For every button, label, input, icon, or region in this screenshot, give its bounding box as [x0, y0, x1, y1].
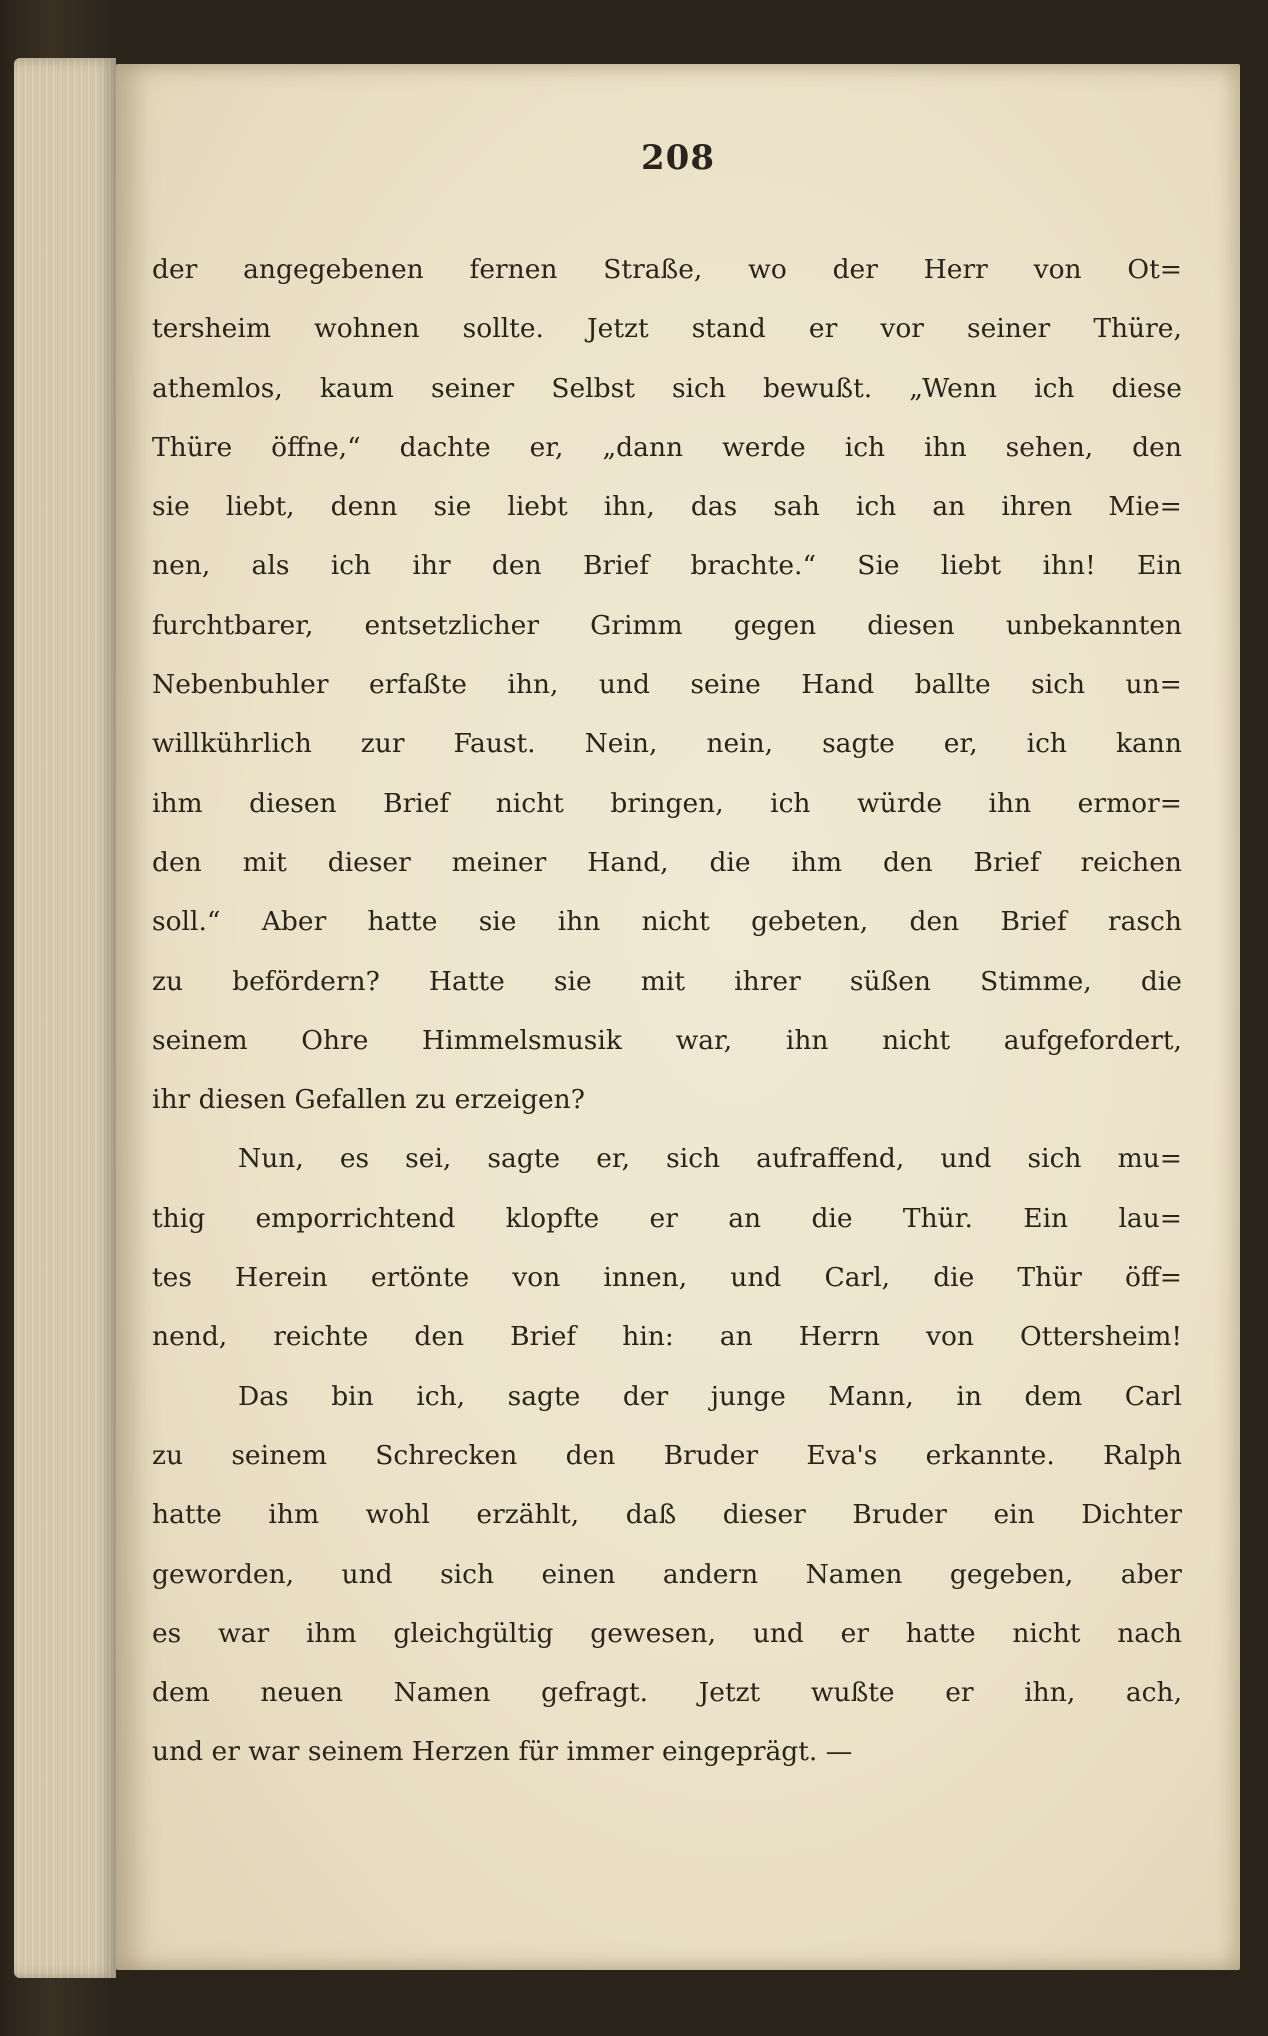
text-word: Jetzt: [698, 1677, 761, 1709]
text-word: fernen: [469, 254, 558, 285]
text-word: Brief: [1000, 906, 1067, 938]
text-word: daß: [625, 1499, 677, 1531]
text-word: erzählt,: [476, 1499, 580, 1531]
text-word: ballte: [914, 669, 991, 701]
text-word: gegeben,: [949, 1558, 1074, 1590]
text-word: nach: [1117, 1617, 1182, 1649]
text-word: seine: [690, 669, 761, 701]
text-word: ihn: [924, 431, 967, 463]
text-word: ihm: [305, 1617, 357, 1649]
text-word: Sie: [857, 550, 900, 582]
text-word: innen,: [603, 1262, 688, 1294]
text-word: den: [414, 1321, 465, 1353]
text-word: diesen: [867, 609, 955, 641]
text-word: nen,: [152, 550, 211, 582]
text-word: seiner: [967, 313, 1051, 345]
text-word: gebeten,: [751, 906, 869, 938]
text-word: reichen: [1080, 846, 1182, 878]
text-word: erfaßte: [368, 669, 467, 701]
text-word: der: [832, 254, 878, 285]
text-word: ich: [844, 431, 886, 463]
text-word: emporrichtend: [255, 1202, 456, 1234]
text-line: [152, 1307, 1182, 1366]
text-word: von: [512, 1262, 561, 1294]
text-word: er,: [943, 728, 978, 760]
text-word: ihn,: [603, 491, 655, 523]
text-line: [152, 655, 1182, 714]
text-word: öff=: [1125, 1262, 1182, 1294]
text-word: Bruder: [663, 1439, 759, 1471]
text-word: er: [840, 1617, 869, 1649]
text-word: befördern?: [232, 965, 380, 997]
text-word: in: [956, 1380, 982, 1412]
text-word: ihn: [785, 1024, 829, 1056]
text-word: dieser: [327, 846, 411, 878]
text-word: er: [808, 313, 838, 345]
text-word: die: [709, 846, 751, 878]
text-word: nein,: [706, 728, 774, 760]
text-word: Nebenbuhler: [152, 669, 329, 701]
text-word: seiner: [431, 372, 515, 404]
text-word: thig: [152, 1202, 206, 1234]
text-word: lau=: [1118, 1202, 1182, 1234]
text-line: [152, 536, 1182, 595]
text-word: ihm: [268, 1499, 320, 1531]
text-word: ich,: [416, 1380, 466, 1412]
text-line: [152, 1367, 1182, 1426]
text-word: kaum: [319, 372, 394, 404]
text-word: die: [933, 1262, 975, 1294]
text-word: sie: [152, 491, 190, 523]
text-word: sich: [666, 1143, 721, 1175]
text-word: aufraffend,: [756, 1143, 905, 1175]
text-word: sehen,: [1005, 431, 1094, 463]
text-line: [152, 1129, 1182, 1188]
text-word: die: [811, 1202, 853, 1234]
text-word: diesen: [249, 787, 337, 819]
text-word: der: [152, 254, 198, 285]
text-word: Jetzt: [587, 313, 649, 345]
text-word: Stimme,: [980, 965, 1092, 997]
text-word: willkührlich: [152, 728, 312, 760]
text-line: [152, 774, 1182, 833]
text-word: Namen: [393, 1677, 491, 1709]
text-word: hatte: [905, 1617, 976, 1649]
text-word: sie: [478, 906, 517, 938]
text-word: hatte: [367, 906, 438, 938]
text-word: wohl: [365, 1499, 430, 1531]
text-word: tes: [152, 1262, 192, 1294]
text-word: nicht: [641, 906, 710, 938]
text-word: Ot=: [1127, 254, 1182, 285]
text-word: Herein: [235, 1262, 328, 1294]
text-line: ihr diesen Gefallen zu erzeigen?: [152, 1084, 585, 1116]
text-word: den: [909, 906, 960, 938]
text-word: stand: [691, 313, 766, 345]
text-word: sagte: [487, 1143, 561, 1175]
text-word: Thür: [1017, 1262, 1082, 1294]
text-word: war: [218, 1617, 270, 1649]
text-word: Bruder: [852, 1499, 947, 1531]
text-word: mit: [640, 965, 686, 997]
text-word: gewesen,: [590, 1617, 717, 1649]
text-word: dieser: [722, 1499, 806, 1531]
text-word: Mie=: [1108, 491, 1182, 523]
text-word: Hand: [801, 669, 875, 701]
text-word: ihn,: [507, 669, 559, 701]
text-word: ihm: [791, 846, 843, 878]
text-word: liebt: [940, 550, 1002, 582]
text-word: liebt,: [225, 491, 295, 523]
text-word: Brief: [973, 846, 1040, 878]
text-word: Himmelsmusik: [422, 1024, 622, 1056]
text-word: aufgefordert,: [1003, 1024, 1182, 1056]
text-word: von: [1033, 254, 1082, 285]
text-word: er,: [596, 1143, 631, 1175]
text-line: [152, 1604, 1182, 1663]
text-word: den: [491, 550, 542, 582]
text-word: Ralph: [1103, 1439, 1182, 1471]
text-line: [152, 1011, 1182, 1070]
text-word: hatte: [152, 1499, 222, 1531]
text-word: Mann,: [828, 1380, 914, 1412]
text-word: sie: [433, 491, 472, 523]
text-word: Hatte: [428, 965, 505, 997]
text-word: unbekannten: [1005, 609, 1182, 641]
text-word: entsetzlicher: [364, 609, 540, 641]
text-word: den: [565, 1439, 616, 1471]
text-word: als: [251, 550, 290, 582]
text-word: meiner: [451, 846, 547, 878]
text-word: ich: [770, 787, 811, 819]
text-word: er,: [529, 431, 564, 463]
text-word: gegen: [733, 609, 817, 641]
text-word: „Wenn: [909, 372, 997, 404]
text-line: [152, 952, 1182, 1011]
text-line: [152, 359, 1182, 418]
text-word: tersheim: [152, 313, 271, 345]
text-word: sich: [1031, 669, 1086, 701]
text-word: Thüre,: [1093, 313, 1182, 345]
text-word: und: [752, 1617, 804, 1649]
text-word: wohnen: [314, 313, 420, 345]
text-word: war,: [675, 1024, 733, 1056]
text-word: liebt: [507, 491, 568, 523]
text-word: furchtbarer,: [152, 609, 314, 641]
text-word: ihm: [152, 787, 203, 819]
text-word: Ohre: [301, 1024, 369, 1056]
text-line: [152, 1248, 1182, 1307]
text-word: denn: [330, 491, 398, 523]
text-word: Straße,: [603, 254, 703, 285]
text-line: [152, 833, 1182, 892]
text-line: [152, 596, 1182, 655]
text-word: reichte: [273, 1321, 369, 1353]
text-line: und er war seinem Herzen für immer eingeprägt. —: [152, 1736, 853, 1768]
text-word: bewußt.: [763, 372, 873, 404]
text-word: sie: [553, 965, 592, 997]
text-word: Dichter: [1081, 1499, 1182, 1531]
text-word: Selbst: [551, 372, 635, 404]
text-word: dachte: [399, 431, 491, 463]
text-word: ihrer: [734, 965, 801, 997]
text-word: zu: [152, 1439, 184, 1471]
text-word: Herrn: [798, 1321, 880, 1353]
text-word: ihn: [557, 906, 601, 938]
text-word: Aber: [261, 906, 327, 938]
book-page-edges: [14, 58, 116, 1978]
text-word: Namen: [805, 1558, 903, 1590]
page-number: 208: [641, 138, 715, 178]
text-word: aber: [1120, 1558, 1182, 1590]
text-word: und: [341, 1558, 393, 1590]
text-word: es: [339, 1143, 370, 1175]
text-word: an: [728, 1202, 762, 1234]
text-word: sich: [440, 1558, 495, 1590]
text-word: seinem: [152, 1024, 248, 1056]
text-word: erkannte.: [925, 1439, 1055, 1471]
text-line: [152, 714, 1182, 773]
text-line: [152, 1545, 1182, 1604]
text-line: [152, 418, 1182, 477]
text-word: mit: [242, 846, 287, 878]
text-line: [152, 1485, 1182, 1544]
text-word: Ein: [1023, 1202, 1069, 1234]
text-word: den: [882, 846, 933, 878]
text-word: brachte.“: [690, 550, 816, 582]
text-word: Carl: [1124, 1380, 1182, 1412]
text-word: Ein: [1137, 550, 1182, 582]
text-word: die: [1140, 965, 1182, 997]
text-word: sagte: [507, 1380, 581, 1412]
text-word: neuen: [260, 1677, 343, 1709]
text-word: mu=: [1117, 1143, 1182, 1175]
text-word: ihn: [988, 787, 1032, 819]
text-word: Brief: [510, 1321, 577, 1353]
text-word: den: [1132, 431, 1182, 463]
text-word: gefragt.: [541, 1677, 649, 1709]
text-word: hin:: [622, 1321, 674, 1353]
body-text: [152, 240, 1182, 1782]
text-word: sich: [1027, 1143, 1082, 1175]
text-word: seinem: [231, 1439, 327, 1471]
text-word: bin: [331, 1380, 374, 1412]
text-word: ich: [855, 491, 897, 523]
text-line: [152, 240, 1182, 299]
text-word: dem: [1024, 1380, 1083, 1412]
text-word: ihn!: [1042, 550, 1096, 582]
text-word: un=: [1125, 669, 1182, 701]
text-word: ertönte: [370, 1262, 470, 1294]
text-word: diese: [1111, 372, 1182, 404]
text-word: „dann: [602, 431, 684, 463]
text-word: zur: [360, 728, 405, 760]
text-word: öffne,“: [271, 431, 361, 463]
text-word: und: [730, 1262, 782, 1294]
text-word: Nein,: [584, 728, 658, 760]
text-word: andern: [662, 1558, 759, 1590]
text-word: sollte.: [462, 313, 544, 345]
text-word: den: [152, 846, 202, 878]
text-word: sich: [671, 372, 726, 404]
text-word: süßen: [849, 965, 931, 997]
text-word: und: [940, 1143, 992, 1175]
text-word: nicht: [1012, 1617, 1081, 1649]
text-word: sei,: [405, 1143, 452, 1175]
text-word: ihren: [1001, 491, 1073, 523]
text-word: das: [690, 491, 738, 523]
text-word: Schrecken: [375, 1439, 518, 1471]
text-word: gleichgültig: [393, 1617, 554, 1649]
text-word: ermor=: [1077, 787, 1182, 819]
text-word: Eva's: [806, 1439, 878, 1471]
text-word: junge: [710, 1380, 786, 1412]
text-line: [152, 892, 1182, 951]
text-word: Herr: [923, 254, 988, 285]
text-word: er: [945, 1677, 974, 1709]
text-word: ihn,: [1024, 1677, 1076, 1709]
text-line: [152, 477, 1182, 536]
text-line: [152, 299, 1182, 358]
text-word: werde: [722, 431, 806, 463]
text-word: ach,: [1125, 1677, 1182, 1709]
text-word: zu: [152, 965, 184, 997]
text-word: Nun,: [238, 1143, 304, 1175]
text-word: Das: [238, 1380, 289, 1412]
text-word: nicht: [882, 1024, 951, 1056]
text-word: kann: [1115, 728, 1182, 760]
text-word: Hand,: [587, 846, 669, 878]
text-word: vor: [880, 313, 924, 345]
text-word: Carl,: [824, 1262, 891, 1294]
text-word: ihr: [412, 550, 451, 582]
text-word: würde: [856, 787, 943, 819]
text-word: Grimm: [590, 609, 683, 641]
text-word: er: [649, 1202, 678, 1234]
text-word: und: [598, 669, 650, 701]
text-word: Brief: [582, 550, 650, 582]
text-word: sagte: [822, 728, 895, 760]
text-word: rasch: [1107, 906, 1182, 938]
text-word: ich: [1026, 728, 1067, 760]
text-word: nicht: [495, 787, 564, 819]
text-word: dem: [152, 1677, 210, 1709]
text-word: athemlos,: [152, 372, 283, 404]
text-word: geworden,: [152, 1558, 295, 1590]
text-word: an: [719, 1321, 753, 1353]
text-word: Thüre: [152, 431, 233, 463]
text-word: Brief: [383, 787, 450, 819]
text-word: einen: [541, 1558, 616, 1590]
text-word: klopfte: [505, 1202, 600, 1234]
text-word: von: [925, 1321, 974, 1353]
text-line: [152, 1189, 1182, 1248]
text-line: [152, 1663, 1182, 1722]
text-word: Faust.: [453, 728, 536, 760]
text-word: angegebenen: [243, 254, 424, 285]
text-word: der: [622, 1380, 669, 1412]
text-word: Ottersheim!: [1020, 1321, 1182, 1353]
text-word: an: [932, 491, 966, 523]
text-word: sah: [773, 491, 820, 523]
text-word: bringen,: [610, 787, 724, 819]
text-word: es: [152, 1617, 182, 1649]
text-word: wo: [748, 254, 787, 285]
text-word: wußte: [810, 1677, 895, 1709]
text-line: [152, 1426, 1182, 1485]
text-word: ich: [330, 550, 372, 582]
text-word: Thür.: [902, 1202, 973, 1234]
text-word: ein: [993, 1499, 1035, 1531]
text-word: ich: [1034, 372, 1075, 404]
text-word: nend,: [152, 1321, 228, 1353]
text-word: soll.“: [152, 906, 221, 938]
